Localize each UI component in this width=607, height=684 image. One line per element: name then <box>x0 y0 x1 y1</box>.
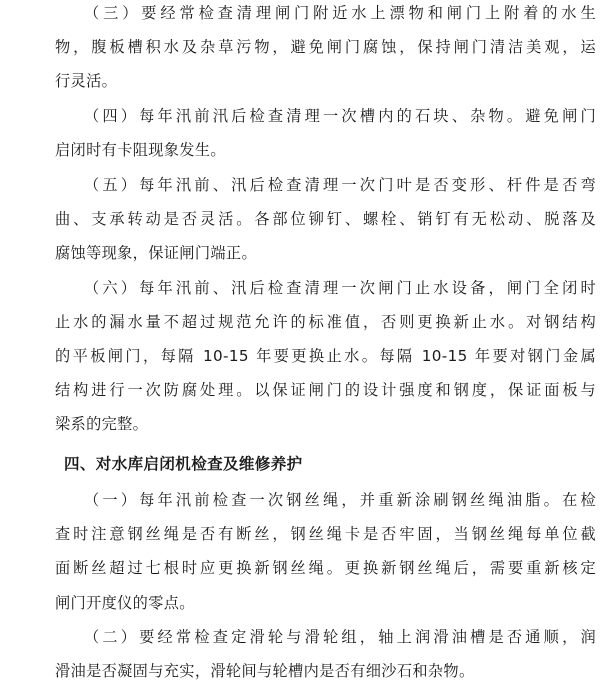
paragraph-3-line-1: （三）要经常检查清理闸门附近水上漂物和闸门上附着的水生 <box>84 4 596 22</box>
paragraph-6-line-4: 结构进行一次防腐处理。以保证闸门的设计强度和钢度，保证面板与 <box>55 381 596 399</box>
paragraph-6-line-1: （六）每年汛前、汛后检查清理一次闸门止水设备，闸门全闭时 <box>84 279 596 297</box>
section4-paragraph-1-line-2: 查时注意钢丝绳是否有断丝，钢丝绳卡是否牢固，当钢丝绳每单位截 <box>55 525 596 543</box>
paragraph-5-line-1: （五）每年汛前、汛后检查清理一次门叶是否变形、杆件是否弯 <box>84 176 596 194</box>
paragraph-4-line-2: 启闭时有卡阻现象发生。 <box>55 141 226 159</box>
paragraph-6-line-2: 止水的漏水量不超过规范允许的标准值，否则更换新止水。对钢结构 <box>55 313 596 331</box>
section-heading: 四、对水库启闭机检查及维修养护 <box>64 455 303 473</box>
paragraph-5-line-3: 腐蚀等现象，保证闸门端正。 <box>55 244 257 262</box>
paragraph-3-line-2: 物，腹板槽积水及杂草污物，避免闸门腐蚀，保持闸门清洁美观，运 <box>55 38 596 56</box>
section4-paragraph-1-line-3: 面断丝超过七根时应更换新钢丝绳。更换新钢丝绳后，需要重新核定 <box>55 559 596 577</box>
paragraph-3-line-3: 行灵活。 <box>55 72 118 90</box>
paragraph-6-line-5: 梁系的完整。 <box>55 415 149 433</box>
section4-paragraph-2-line-1: （二）要经常检查定滑轮与滑轮组，轴上润滑油槽是否通顺，润 <box>84 628 596 646</box>
section4-paragraph-1-line-4: 闸门开度仪的零点。 <box>55 594 195 612</box>
section4-paragraph-2-line-2: 滑油是否凝固与充实，滑轮间与轮槽内是否有细沙石和杂物。 <box>55 662 475 680</box>
paragraph-6-line-3: 的平板闸门，每隔 10-15 年要更换止水。每隔 10-15 年要对钢门金属 <box>55 347 596 365</box>
paragraph-4-line-1: （四）每年汛前汛后检查清理一次槽内的石块、杂物。避免闸门 <box>84 107 596 125</box>
paragraph-5-line-2: 曲、支承转动是否灵活。各部位铆钉、螺栓、销钉有无松动、脱落及 <box>55 210 596 228</box>
section4-paragraph-1-line-1: （一）每年汛前检查一次钢丝绳，并重新涂刷钢丝绳油脂。在检 <box>84 491 596 509</box>
